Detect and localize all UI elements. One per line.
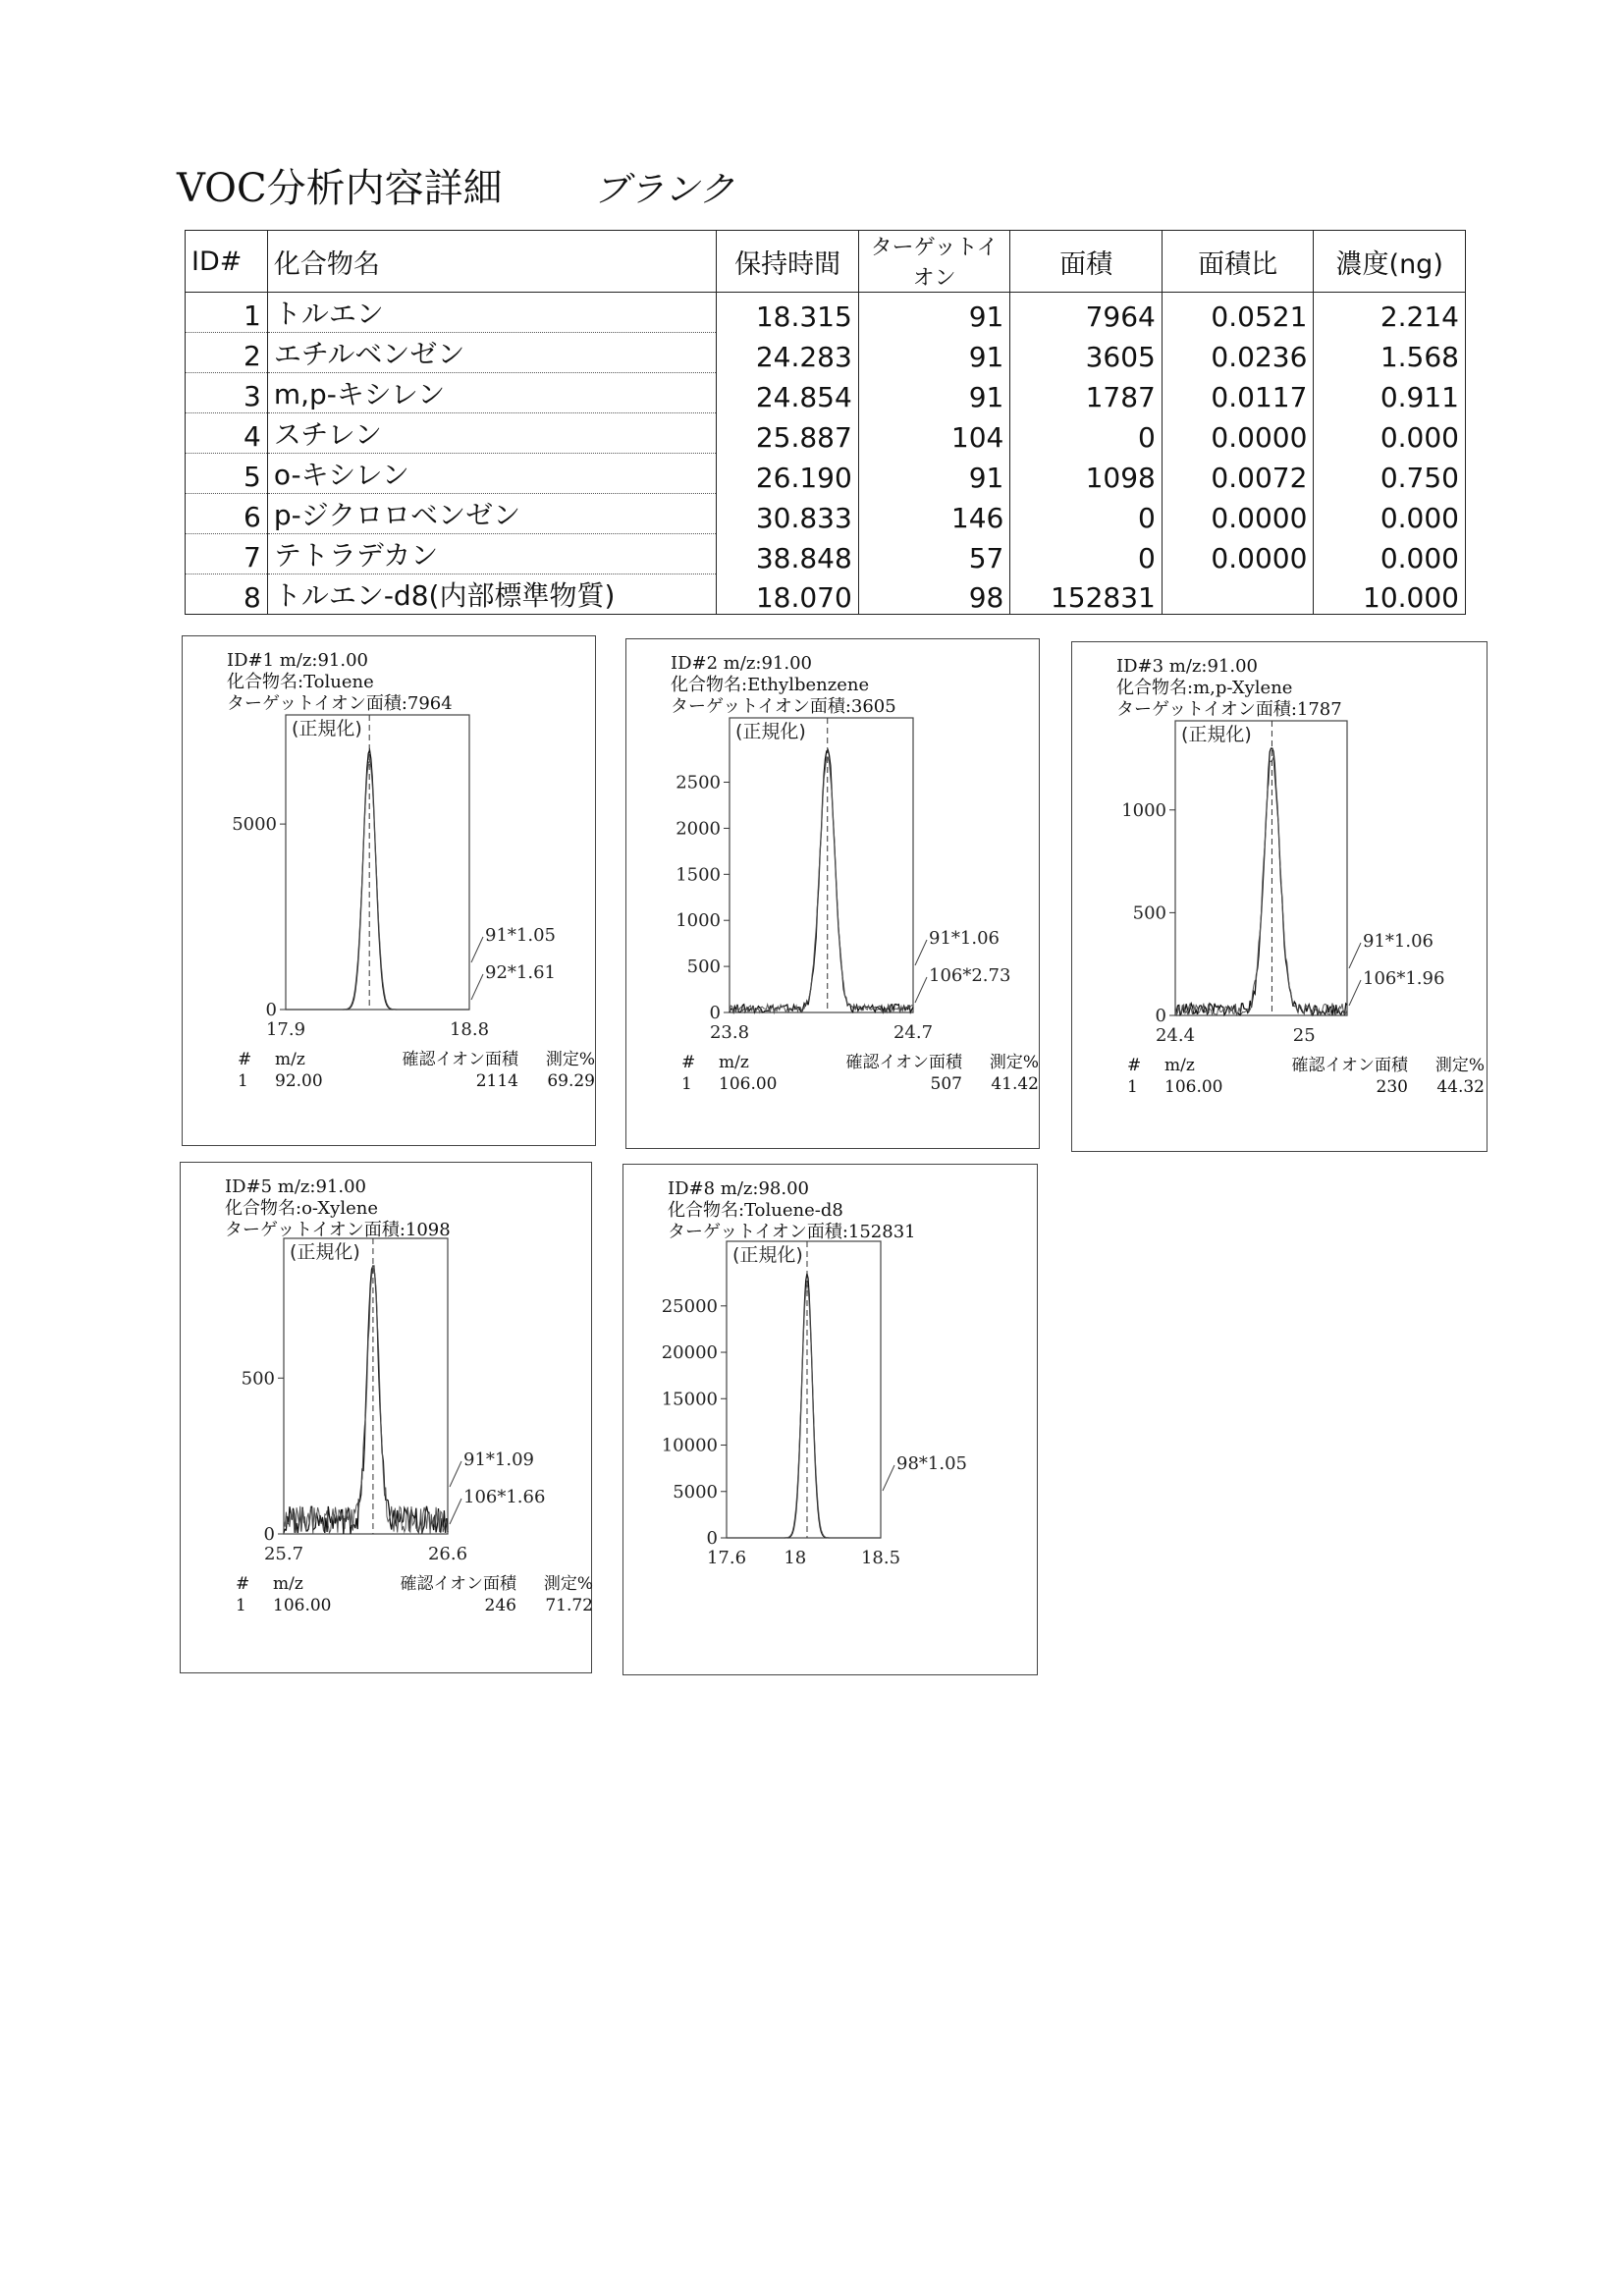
label-leader (915, 977, 927, 1003)
compound-table (185, 230, 1466, 615)
chromatogram-target-area: ターゲットイオン面積:7964 (227, 693, 453, 714)
plot-frame (730, 718, 913, 1012)
ion-ratio-label: 106*1.66 (463, 1487, 546, 1507)
y-tick-label: 1000 (1121, 799, 1166, 821)
y-tick-label: 0 (1155, 1006, 1166, 1026)
x-tick-label: 25 (1292, 1025, 1316, 1046)
x-tick-label: 23.8 (709, 1022, 750, 1043)
cell-id: 1 (186, 293, 268, 333)
plot-frame (286, 715, 469, 1010)
cell-area: 0 (1010, 494, 1163, 534)
chromatogram-panel (1071, 641, 1488, 1152)
y-tick-label: 0 (706, 1528, 718, 1549)
cell-rt: 18.315 (717, 293, 858, 333)
page-title (177, 157, 734, 213)
cell-ion: 91 (858, 333, 1010, 373)
cell-id: 4 (186, 413, 268, 454)
x-tick-label: 18.8 (449, 1019, 490, 1040)
confirmation-cell: # (681, 1053, 696, 1072)
cell-id: 7 (186, 534, 268, 574)
confirmation-cell: 106.00 (719, 1074, 778, 1094)
confirmation-ion-table (681, 1052, 1047, 1095)
y-tick-label: 10000 (661, 1435, 718, 1456)
table-row (186, 454, 1466, 494)
col-header-conc: 濃度(ng) (1314, 231, 1466, 293)
chromatogram-target-area: ターゲットイオン面積:3605 (671, 696, 896, 717)
chromatogram-compound: 化合物名:Ethylbenzene (671, 675, 870, 695)
confirmation-cell: # (1127, 1056, 1142, 1075)
chromatogram-compound: 化合物名:Toluene-d8 (668, 1200, 843, 1221)
trace-line-qualifier (730, 757, 913, 1012)
cell-rt: 24.854 (717, 373, 858, 413)
confirmation-cell: # (236, 1574, 250, 1594)
y-tick-label: 5000 (232, 814, 277, 836)
title-subtitle: ブランク (593, 170, 734, 210)
confirmation-cell: 測定% (545, 1050, 595, 1069)
cell-area: 1787 (1010, 373, 1163, 413)
y-tick-label: 1000 (676, 910, 721, 932)
confirmation-cell: 106.00 (273, 1596, 332, 1615)
x-tick-label: 17.9 (265, 1019, 306, 1040)
cell-name: エチルベンゼン (267, 333, 717, 373)
cell-conc: 0.750 (1314, 454, 1466, 494)
ion-ratio-label: 106*2.73 (929, 965, 1011, 986)
confirmation-cell: 確認イオン面積 (1291, 1056, 1408, 1075)
cell-ratio: 0.0117 (1162, 373, 1314, 413)
confirmation-cell: m/z (275, 1050, 305, 1069)
confirmation-cell: 41.42 (991, 1074, 1039, 1094)
cell-id: 5 (186, 454, 268, 494)
cell-name: トルエン (267, 293, 717, 333)
cell-ion: 98 (858, 574, 1010, 615)
chromatogram-id: ID#5 m/z:91.00 (225, 1176, 367, 1197)
trace-line-target (730, 750, 913, 1012)
x-tick-label: 24.4 (1155, 1025, 1196, 1046)
y-tick-label: 2000 (676, 818, 721, 840)
confirmation-cell: 1 (681, 1074, 692, 1094)
cell-ion: 91 (858, 293, 1010, 333)
plot-frame (727, 1241, 881, 1538)
confirmation-cell: 測定% (543, 1574, 593, 1594)
cell-name: テトラデカン (267, 534, 717, 574)
confirmation-cell: 確認イオン面積 (400, 1574, 516, 1594)
x-tick-label: 26.6 (427, 1544, 468, 1564)
y-tick-label: 2500 (676, 772, 721, 793)
trace-line-target (286, 750, 469, 1010)
col-header-ion: ターゲットイオン (858, 231, 1010, 293)
cell-conc: 0.000 (1314, 534, 1466, 574)
label-leader (1349, 980, 1361, 1006)
table-row (186, 293, 1466, 333)
normalized-label: (正規化) (292, 718, 362, 739)
cell-area: 1098 (1010, 454, 1163, 494)
confirmation-cell: 246 (484, 1596, 516, 1615)
table-row (186, 534, 1466, 574)
cell-id: 6 (186, 494, 268, 534)
confirmation-cell: 1 (238, 1071, 248, 1091)
ion-ratio-label: 92*1.61 (485, 962, 556, 983)
cell-conc: 0.000 (1314, 494, 1466, 534)
cell-ion: 104 (858, 413, 1010, 454)
x-tick-label: 24.7 (893, 1022, 934, 1043)
confirmation-cell: 測定% (989, 1053, 1039, 1072)
chromatogram-id: ID#8 m/z:98.00 (668, 1178, 810, 1199)
table-row (186, 494, 1466, 534)
chromatogram-panel (182, 635, 596, 1146)
chromatogram-panel (180, 1162, 592, 1673)
cell-ion: 91 (858, 373, 1010, 413)
y-tick-label: 500 (686, 957, 721, 978)
label-leader (450, 1461, 461, 1487)
chromatogram-panel (622, 1164, 1038, 1675)
trace-line-target (1175, 748, 1347, 1015)
chromatogram-plot (626, 639, 1039, 1069)
chromatogram-plot (181, 1163, 591, 1594)
cell-conc: 1.568 (1314, 333, 1466, 373)
y-tick-label: 0 (265, 1000, 277, 1020)
x-tick-label: 17.6 (706, 1548, 747, 1568)
ion-ratio-label: 91*1.09 (463, 1449, 534, 1470)
cell-conc: 0.000 (1314, 413, 1466, 454)
cell-area: 0 (1010, 534, 1163, 574)
chromatogram-compound: 化合物名:Toluene (227, 672, 374, 692)
cell-ion: 57 (858, 534, 1010, 574)
confirmation-cell: m/z (719, 1053, 749, 1072)
col-header-name: 化合物名 (267, 231, 717, 293)
confirmation-header-row (236, 1573, 601, 1595)
cell-rt: 38.848 (717, 534, 858, 574)
cell-id: 2 (186, 333, 268, 373)
chromatogram-compound: 化合物名:m,p-Xylene (1116, 678, 1293, 698)
confirmation-header-row (238, 1049, 603, 1070)
confirmation-cell: 44.32 (1436, 1077, 1485, 1097)
confirmation-cell: 69.29 (547, 1071, 595, 1091)
label-leader (883, 1465, 894, 1491)
confirmation-header-row (681, 1052, 1047, 1073)
trace-line-qualifier (727, 1285, 881, 1538)
y-tick-label: 0 (263, 1524, 275, 1545)
cell-rt: 30.833 (717, 494, 858, 534)
confirmation-cell: 1 (236, 1596, 246, 1615)
confirmation-cell: 106.00 (1164, 1077, 1223, 1097)
table-row (186, 373, 1466, 413)
cell-ratio: 0.0000 (1162, 534, 1314, 574)
cell-name: p-ジクロロベンゼン (267, 494, 717, 534)
table-row (186, 333, 1466, 373)
chromatogram-plot (1072, 642, 1487, 1072)
confirmation-header-row (1127, 1055, 1492, 1076)
x-tick-label: 18.5 (860, 1548, 901, 1568)
ion-ratio-label: 91*1.06 (929, 928, 1000, 949)
table-header-row (186, 231, 1466, 293)
chromatogram-panel (625, 638, 1040, 1149)
chromatogram-plot (183, 636, 595, 1066)
cell-conc: 0.911 (1314, 373, 1466, 413)
col-header-area: 面積 (1010, 231, 1163, 293)
confirmation-row (238, 1070, 603, 1092)
cell-rt: 18.070 (717, 574, 858, 615)
cell-ion: 91 (858, 454, 1010, 494)
normalized-label: (正規化) (735, 721, 806, 742)
confirmation-row (681, 1073, 1047, 1095)
y-tick-label: 500 (241, 1368, 275, 1390)
cell-ion: 146 (858, 494, 1010, 534)
label-leader (471, 974, 483, 1000)
y-tick-label: 25000 (661, 1295, 718, 1317)
confirmation-cell: 2114 (475, 1071, 518, 1091)
y-tick-label: 0 (709, 1003, 721, 1023)
label-leader (915, 940, 927, 965)
x-tick-label: 25.7 (263, 1544, 304, 1564)
y-tick-label: 20000 (661, 1342, 718, 1364)
cell-name: m,p-キシレン (267, 373, 717, 413)
chromatogram-compound: 化合物名:o-Xylene (225, 1198, 378, 1219)
cell-name: スチレン (267, 413, 717, 454)
confirmation-cell: # (238, 1050, 252, 1069)
cell-area: 3605 (1010, 333, 1163, 373)
cell-id: 8 (186, 574, 268, 615)
chromatogram-plot (623, 1165, 1037, 1596)
cell-name: トルエン-d8(内部標準物質) (267, 574, 717, 615)
chromatogram-target-area: ターゲットイオン面積:1787 (1116, 699, 1342, 720)
cell-ratio: 0.0072 (1162, 454, 1314, 494)
label-leader (450, 1499, 461, 1524)
chromatogram-target-area: ターゲットイオン面積:152831 (668, 1222, 916, 1242)
title-text: VOC分析内容詳細 (177, 166, 503, 211)
confirmation-ion-table (236, 1573, 601, 1616)
y-tick-label: 500 (1132, 902, 1166, 924)
confirmation-cell: 92.00 (275, 1071, 323, 1091)
cell-rt: 26.190 (717, 454, 858, 494)
trace-line-target (284, 1266, 448, 1534)
x-tick-label: 18 (784, 1548, 807, 1568)
col-header-id: ID# (186, 231, 268, 293)
cell-ratio: 0.0000 (1162, 413, 1314, 454)
normalized-label: (正規化) (1181, 724, 1252, 745)
label-leader (471, 937, 483, 962)
plot-frame (284, 1238, 448, 1534)
chromatogram-target-area: ターゲットイオン面積:1098 (225, 1220, 451, 1240)
normalized-label: (正規化) (732, 1244, 803, 1266)
normalized-label: (正規化) (290, 1241, 360, 1263)
confirmation-cell: 確認イオン面積 (845, 1053, 962, 1072)
cell-name: o-キシレン (267, 454, 717, 494)
label-leader (1349, 943, 1361, 968)
confirmation-cell: 71.72 (545, 1596, 593, 1615)
table-row (186, 574, 1466, 615)
trace-line-qualifier (286, 760, 469, 1010)
cell-rt: 24.283 (717, 333, 858, 373)
trace-line-target (727, 1274, 881, 1538)
y-tick-label: 15000 (661, 1389, 718, 1410)
chromatogram-id: ID#3 m/z:91.00 (1116, 656, 1259, 677)
ion-ratio-label: 106*1.96 (1363, 968, 1445, 989)
cell-area: 7964 (1010, 293, 1163, 333)
ion-ratio-label: 91*1.06 (1363, 931, 1434, 952)
confirmation-row (1127, 1076, 1492, 1098)
confirmation-cell: 1 (1127, 1077, 1138, 1097)
cell-ratio: 0.0000 (1162, 494, 1314, 534)
y-tick-label: 5000 (673, 1481, 718, 1503)
confirmation-cell: m/z (273, 1574, 303, 1594)
ion-ratio-label: 98*1.05 (896, 1453, 967, 1474)
col-header-ratio: 面積比 (1162, 231, 1314, 293)
cell-conc: 10.000 (1314, 574, 1466, 615)
cell-area: 152831 (1010, 574, 1163, 615)
ion-ratio-label: 91*1.05 (485, 925, 556, 946)
confirmation-cell: 測定% (1434, 1056, 1485, 1075)
cell-id: 3 (186, 373, 268, 413)
cell-conc: 2.214 (1314, 293, 1466, 333)
trace-line-qualifier (1175, 757, 1347, 1015)
confirmation-cell: 507 (930, 1074, 962, 1094)
chromatogram-id: ID#2 m/z:91.00 (671, 653, 813, 674)
y-tick-label: 1500 (676, 864, 721, 886)
cell-ratio: 0.0236 (1162, 333, 1314, 373)
plot-frame (1175, 721, 1347, 1015)
confirmation-ion-table (238, 1049, 603, 1092)
cell-area: 0 (1010, 413, 1163, 454)
cell-ratio (1162, 574, 1314, 615)
table-row (186, 413, 1466, 454)
confirmation-ion-table (1127, 1055, 1492, 1098)
confirmation-cell: 確認イオン面積 (402, 1050, 518, 1069)
cell-ratio: 0.0521 (1162, 293, 1314, 333)
confirmation-cell: m/z (1164, 1056, 1195, 1075)
chromatogram-id: ID#1 m/z:91.00 (227, 650, 369, 671)
col-header-rt: 保持時間 (717, 231, 858, 293)
confirmation-row (236, 1595, 601, 1616)
cell-rt: 25.887 (717, 413, 858, 454)
confirmation-cell: 230 (1376, 1077, 1408, 1097)
